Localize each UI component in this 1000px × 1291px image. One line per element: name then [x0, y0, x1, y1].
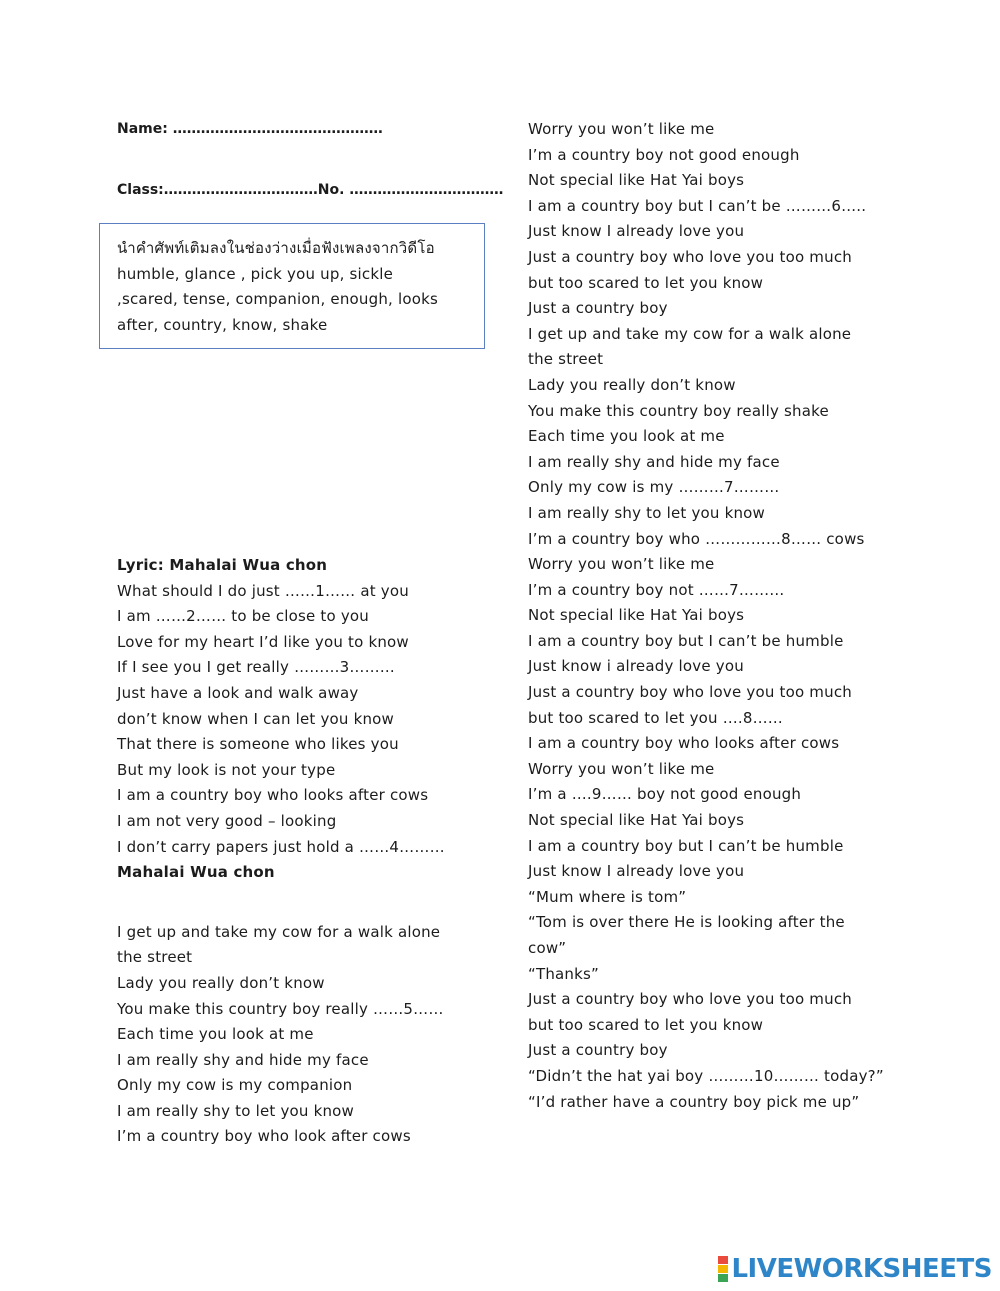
lyric-line: I am a country boy but I can’t be ………6….. — [528, 196, 867, 215]
lyric-line: Only my cow is my companion — [117, 1076, 353, 1095]
logo-icon — [718, 1256, 728, 1282]
lyric-line: Just a country boy who love you too much — [528, 990, 852, 1009]
lyric-line: You make this country boy really shake — [528, 401, 829, 420]
lyric-line: Worry you won’t like me — [528, 120, 715, 138]
lyric-line — [117, 886, 497, 920]
lyric-line: I am really shy and hide my face — [117, 1050, 369, 1069]
lyric-line: But my look is not your type — [117, 760, 336, 779]
lyric-heading: Lyric: Mahalai Wua chon — [117, 556, 328, 574]
lyric-line: Not special like Hat Yai boys — [528, 606, 745, 625]
lyric-line: I am really shy to let you know — [528, 503, 766, 522]
lyric-line: Each time you look at me — [528, 427, 725, 446]
lyric-line: I get up and take my cow for a walk alone — [117, 922, 441, 941]
lyric-line: the street — [528, 350, 604, 369]
lyric-line: Just a country boy who love you too much — [528, 683, 852, 702]
lyric-line: but too scared to let you know — [528, 273, 764, 292]
lyric-line: I’m a ….9…… boy not good enough — [528, 785, 802, 804]
lyric-line: I’m a country boy not ……7……… — [528, 580, 785, 599]
lyric-line: “I’d rather have a country boy pick me up” — [528, 1092, 860, 1111]
class-field-label: Class:……………………………No. …………………………… — [117, 182, 504, 198]
lyric-line: Worry you won’t like me — [528, 555, 715, 574]
lyrics-left-column — [117, 553, 497, 1150]
lyric-line: Each time you look at me — [117, 1025, 314, 1044]
word-bank-line: humble, glance , pick you up, sickle — [117, 264, 394, 283]
lyric-line: You make this country boy really ……5…… — [117, 999, 444, 1018]
lyric-line: I am not very good – looking — [117, 811, 337, 830]
lyric-line: “Mum where is tom” — [528, 887, 687, 906]
lyric-line: I don’t carry papers just hold a ……4……… — [117, 837, 445, 856]
word-bank-instruction: นำคำศัพท์เติมลงในช่องว่างเมื่อฟังเพลงจากวิดีโอ — [117, 239, 435, 257]
lyric-line: Just a country boy — [528, 299, 668, 318]
name-field-label: Name: ……………………………………… — [117, 121, 383, 137]
lyric-line: I am a country boy who looks after cows — [528, 734, 840, 753]
lyric-line: What should I do just ……1…… at you — [117, 581, 409, 600]
lyric-line: Not special like Hat Yai boys — [528, 811, 745, 830]
lyric-line: If I see you I get really ………3……… — [117, 658, 396, 677]
word-bank-line: after, country, know, shake — [117, 315, 328, 334]
lyric-line: “Didn’t the hat yai boy ………10……… today?” — [528, 1066, 884, 1085]
lyric-line: Just know I already love you — [528, 222, 745, 241]
lyric-heading: Mahalai Wua chon — [117, 863, 275, 882]
lyric-line: I am a country boy but I can’t be humble — [528, 631, 844, 650]
lyric-line: I am ……2…… to be close to you — [117, 607, 370, 626]
lyric-line: “Tom is over there He is looking after the — [528, 913, 845, 932]
lyric-line: Worry you won’t like me — [528, 759, 715, 778]
liveworksheets-logo — [718, 1254, 992, 1284]
lyric-line: Just have a look and walk away — [117, 683, 359, 702]
lyric-line: Just know i already love you — [528, 657, 744, 676]
lyric-line: Just a country boy — [528, 1041, 668, 1060]
lyric-line: Lady you really don’t know — [528, 375, 736, 394]
lyric-line: I’m a country boy not good enough — [528, 145, 800, 164]
word-bank-line: ,scared, tense, companion, enough, looks — [117, 290, 438, 308]
lyric-line: Just know I already love you — [528, 862, 745, 881]
lyric-line: “Thanks” — [528, 964, 600, 983]
lyric-line: the street — [117, 948, 193, 967]
lyric-line: don’t know when I can let you know — [117, 709, 395, 728]
lyric-line: I am a country boy but I can’t be humble — [528, 836, 844, 855]
lyric-line: Love for my heart I’d like you to know — [117, 632, 409, 651]
lyric-line: I am really shy to let you know — [117, 1101, 355, 1120]
lyric-line: I am really shy and hide my face — [528, 452, 780, 471]
lyric-line: but too scared to let you know — [528, 1015, 764, 1034]
lyric-line: Not special like Hat Yai boys — [528, 171, 745, 190]
lyric-line: I’m a country boy who look after cows — [117, 1127, 411, 1146]
lyric-line: Just a country boy who love you too much — [528, 247, 852, 266]
lyric-line: cow” — [528, 939, 567, 957]
word-bank-box — [99, 223, 485, 349]
lyric-line: I get up and take my cow for a walk alone — [528, 324, 852, 343]
lyric-line: I’m a country boy who ……………8…… cows — [528, 529, 865, 548]
lyric-line: Lady you really don’t know — [117, 973, 325, 992]
lyric-line: Only my cow is my ………7……… — [528, 478, 780, 497]
logo-text: LIVEWORKSHEETS — [731, 1254, 992, 1284]
lyric-line: I am a country boy who looks after cows — [117, 786, 429, 805]
lyric-line: but too scared to let you ….8…… — [528, 708, 784, 727]
lyric-line: That there is someone who likes you — [117, 735, 399, 754]
lyrics-right-column — [528, 117, 988, 1115]
